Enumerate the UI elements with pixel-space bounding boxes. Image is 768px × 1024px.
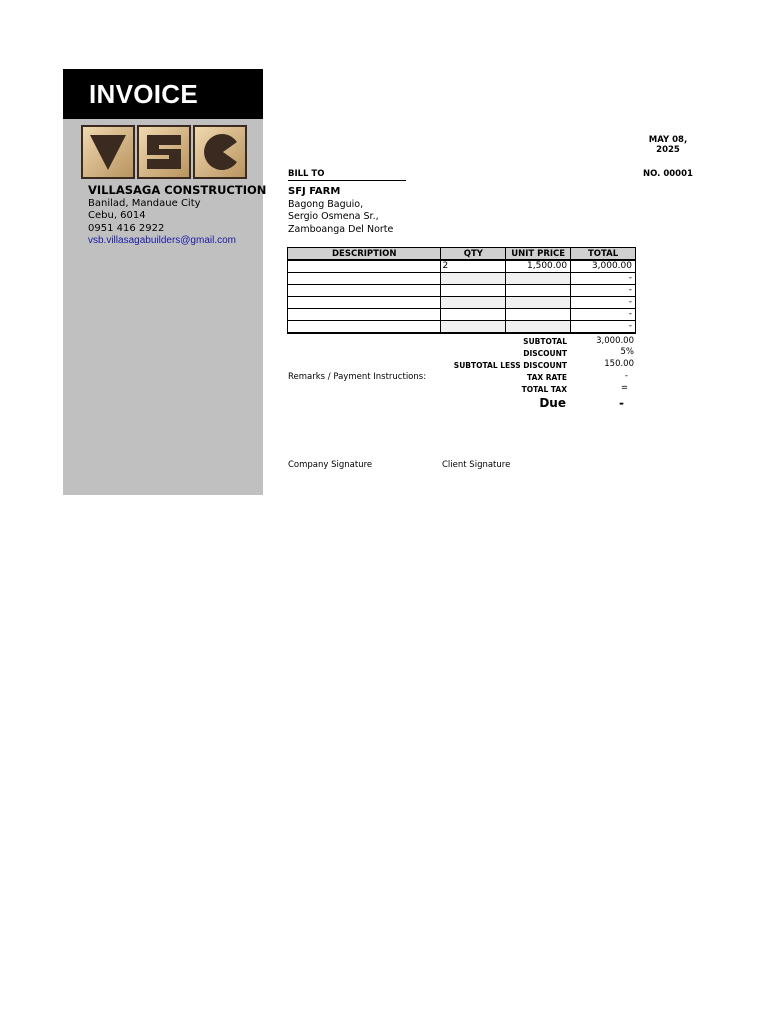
discount-value[interactable]: 5% <box>620 347 634 357</box>
cell-description[interactable] <box>288 285 441 297</box>
cell-unit-price[interactable] <box>506 309 571 321</box>
tax-rate-label: TAX RATE <box>527 373 567 382</box>
remarks-label: Remarks / Payment Instructions: <box>288 372 427 382</box>
cell-total: - <box>571 297 636 309</box>
client-name: SFJ FARM <box>288 186 341 197</box>
column-header-unit-price: UNIT PRICE <box>506 248 571 261</box>
client-address-line2: Sergio Osmena Sr., <box>288 211 379 222</box>
cell-unit-price[interactable] <box>506 297 571 309</box>
company-logo <box>81 125 248 179</box>
table-row <box>288 260 636 273</box>
balance-due-label: Due <box>539 396 566 410</box>
line-items-table <box>287 247 636 334</box>
cell-total: - <box>571 321 636 334</box>
company-address-line2: Cebu, 6014 <box>88 210 146 221</box>
invoice-number: NO. 00001 <box>643 169 693 179</box>
bill-to-label: BILL TO <box>288 169 406 181</box>
cell-description[interactable] <box>288 297 441 309</box>
company-phone: 0951 416 2922 <box>88 223 165 234</box>
company-name: VILLASAGA CONSTRUCTION <box>88 183 267 197</box>
total-tax-value: = <box>620 383 628 393</box>
column-header-qty: QTY <box>441 248 506 261</box>
cell-unit-price[interactable] <box>506 273 571 285</box>
total-tax-label: TOTAL TAX <box>521 385 567 394</box>
subtotal-label: SUBTOTAL <box>523 337 567 346</box>
table-row <box>288 309 636 321</box>
cell-total: - <box>571 285 636 297</box>
cell-unit-price[interactable] <box>506 285 571 297</box>
cell-unit-price[interactable]: 1,500.00 <box>506 260 571 273</box>
cell-total: - <box>571 273 636 285</box>
client-address-line1: Bagong Baguio, <box>288 199 364 210</box>
cell-qty[interactable] <box>441 273 506 285</box>
invoice-date <box>640 135 696 155</box>
cell-qty[interactable]: 2 <box>441 260 506 273</box>
company-email-link[interactable]: vsb.villasagabuilders@gmail.com <box>88 235 236 246</box>
cell-description[interactable] <box>288 309 441 321</box>
cell-qty[interactable] <box>441 297 506 309</box>
cell-total: 3,000.00 <box>571 260 636 273</box>
subtotal-less-discount-label: SUBTOTAL LESS DISCOUNT <box>453 361 567 370</box>
column-header-description: DESCRIPTION <box>288 248 441 261</box>
tax-rate-value[interactable]: - <box>624 371 628 381</box>
client-address-line3: Zamboanga Del Norte <box>288 224 394 235</box>
table-row <box>288 297 636 309</box>
company-address-line1: Banilad, Mandaue City <box>88 198 201 209</box>
table-row <box>288 321 636 334</box>
client-signature-label: Client Signature <box>442 460 511 470</box>
subtotal-value: 3,000.00 <box>596 336 634 346</box>
cell-description[interactable] <box>288 321 441 334</box>
discount-label: DISCOUNT <box>523 349 567 358</box>
subtotal-less-discount-value: 150.00 <box>604 359 634 369</box>
cell-qty[interactable] <box>441 309 506 321</box>
table-row <box>288 285 636 297</box>
company-signature-label: Company Signature <box>288 460 373 470</box>
table-row <box>288 273 636 285</box>
cell-total: - <box>571 309 636 321</box>
cell-qty[interactable] <box>441 285 506 297</box>
column-header-total: TOTAL <box>571 248 636 261</box>
invoice-date-line1: MAY 08, <box>648 135 688 145</box>
company-sidebar <box>63 69 267 495</box>
table-header-row <box>288 248 636 261</box>
cell-unit-price[interactable] <box>506 321 571 334</box>
cell-description[interactable] <box>288 260 441 273</box>
balance-due-value: - <box>619 396 624 410</box>
cell-qty[interactable] <box>441 321 506 334</box>
invoice-date-line2: 2025 <box>656 145 680 155</box>
cell-description[interactable] <box>288 273 441 285</box>
title-bar <box>63 69 263 119</box>
invoice-title: INVOICE <box>89 79 199 109</box>
